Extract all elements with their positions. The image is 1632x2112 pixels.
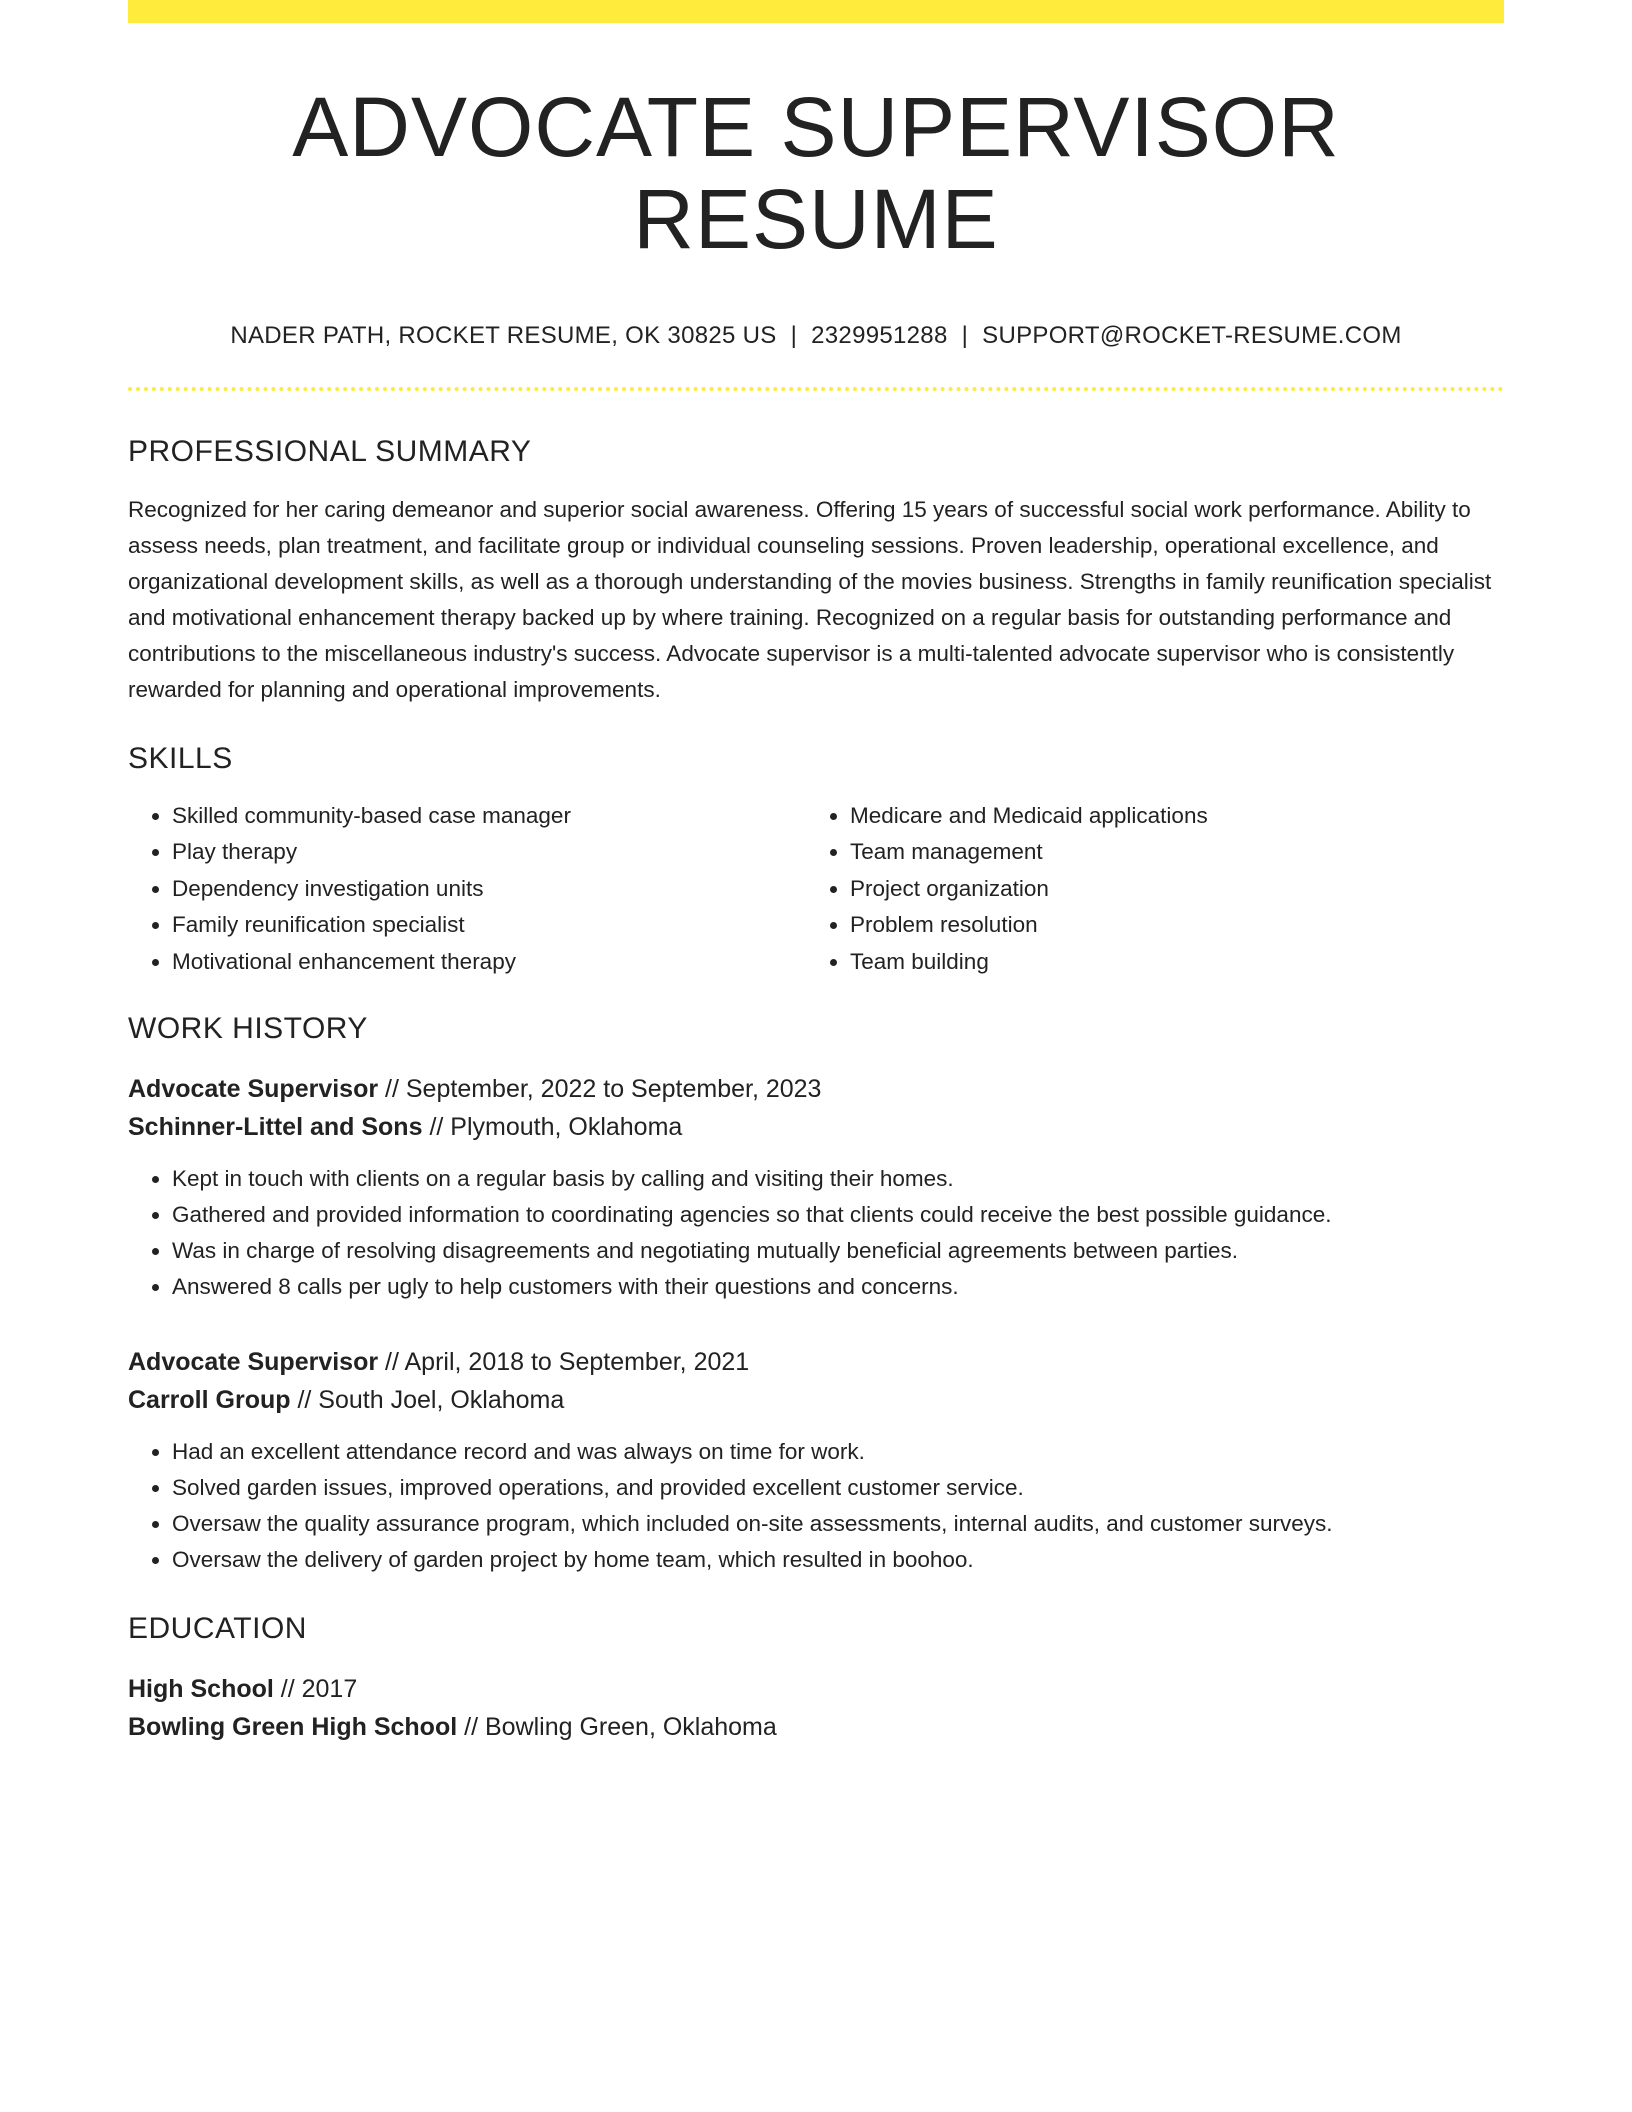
skill-item: • Problem resolution: [850, 907, 1484, 944]
skill-item: • Motivational enhancement therapy: [172, 944, 806, 981]
job-bullet: • Kept in touch with clients on a regular basis by calling and visiting their homes.: [172, 1161, 1504, 1197]
education-degree-line: [128, 1670, 1504, 1708]
education-year: // 2017: [280, 1675, 358, 1704]
job-title-line: [128, 1070, 1504, 1108]
skill-item: • Team building: [850, 944, 1484, 981]
work-history-heading: WORK HISTORY: [128, 1012, 368, 1046]
education-entry: [128, 1670, 1504, 1746]
summary-text: Recognized for her caring demeanor and superior social awareness. Offering 15 years of successful social work performance. Ability to assess needs, plan treatment, and facilitate group or individual counseling sessions. Proven leadership, operational excellence, and organizational development skills, as well as a thorough understanding of the movies business. Strengths in family reunification specialist and motivational enhancement therapy backed up by where training. Recognized on a regular basis for outstanding performance and contributions to the miscellaneous industry's success. Advocate supervisor is a multi-talented advocate supervisor who is consistently rewarded for planning and operational improvements.: [128, 496, 1492, 702]
job-entry: [128, 1343, 1504, 1578]
job-bullet: • Was in charge of resolving disagreements and negotiating mutually beneficial agreements between parties.: [172, 1233, 1504, 1269]
skills-grid: [128, 798, 1504, 981]
job-title: Advocate Supervisor: [128, 1348, 379, 1377]
job-location: // Plymouth, Oklahoma: [429, 1113, 683, 1142]
contact-phone: 2329951288: [811, 321, 948, 349]
skill-item: • Team management: [850, 834, 1484, 871]
resume-page: [128, 0, 1504, 1746]
job-dates: // April, 2018 to September, 2021: [385, 1348, 750, 1377]
job-bullet: • Gathered and provided information to coordinating agencies so that clients could receive the best possible guidance.: [172, 1197, 1504, 1233]
skill-item: • Dependency investigation units: [172, 871, 806, 908]
skill-item: • Family reunification specialist: [172, 907, 806, 944]
job-title: Advocate Supervisor: [128, 1075, 379, 1104]
contact-line: [128, 322, 1504, 350]
job-company: Carroll Group: [128, 1386, 291, 1415]
job-dates: // September, 2022 to September, 2023: [385, 1075, 822, 1104]
contact-address: NADER PATH, ROCKET RESUME, OK 30825 US: [230, 321, 777, 349]
resume-title: ADVOCATE SUPERVISOR RESUME: [292, 80, 1340, 267]
skill-item: • Skilled community-based case manager: [172, 798, 806, 835]
summary-heading: PROFESSIONAL SUMMARY: [128, 434, 532, 468]
education-school-line: [128, 1708, 1504, 1746]
top-accent-bar: [128, 0, 1504, 23]
contact-email: SUPPORT@ROCKET-RESUME.COM: [982, 321, 1402, 349]
job-company: Schinner-Littel and Sons: [128, 1113, 423, 1142]
job-bullet: • Had an excellent attendance record and was always on time for work.: [172, 1434, 1504, 1470]
contact-separator: |: [790, 321, 798, 349]
job-company-line: [128, 1108, 1504, 1146]
job-title-line: [128, 1343, 1504, 1381]
job-bullets: [128, 1161, 1504, 1305]
job-bullet: • Oversaw the delivery of garden project by home team, which resulted in boohoo.: [172, 1542, 1504, 1578]
skills-column-right: [806, 798, 1484, 981]
job-bullets: [128, 1434, 1504, 1578]
job-entry: [128, 1070, 1504, 1305]
skills-column-left: [128, 798, 806, 981]
education-school: Bowling Green High School: [128, 1713, 458, 1742]
skill-item: • Play therapy: [172, 834, 806, 871]
job-location: // South Joel, Oklahoma: [297, 1386, 565, 1415]
education-location: // Bowling Green, Oklahoma: [464, 1713, 777, 1742]
skill-item: • Medicare and Medicaid applications: [850, 798, 1484, 835]
skills-heading: SKILLS: [128, 741, 233, 775]
dotted-divider: [128, 387, 1504, 391]
job-bullet: • Oversaw the quality assurance program, which included on-site assessments, internal audits, and customer surveys.: [172, 1506, 1504, 1542]
education-heading: EDUCATION: [128, 1612, 307, 1646]
job-bullet: • Solved garden issues, improved operations, and provided excellent customer service.: [172, 1470, 1504, 1506]
skill-item: • Project organization: [850, 871, 1484, 908]
job-company-line: [128, 1381, 1504, 1419]
contact-separator: |: [961, 321, 969, 349]
education-degree: High School: [128, 1675, 274, 1704]
job-bullet: • Answered 8 calls per ugly to help customers with their questions and concerns.: [172, 1269, 1504, 1305]
